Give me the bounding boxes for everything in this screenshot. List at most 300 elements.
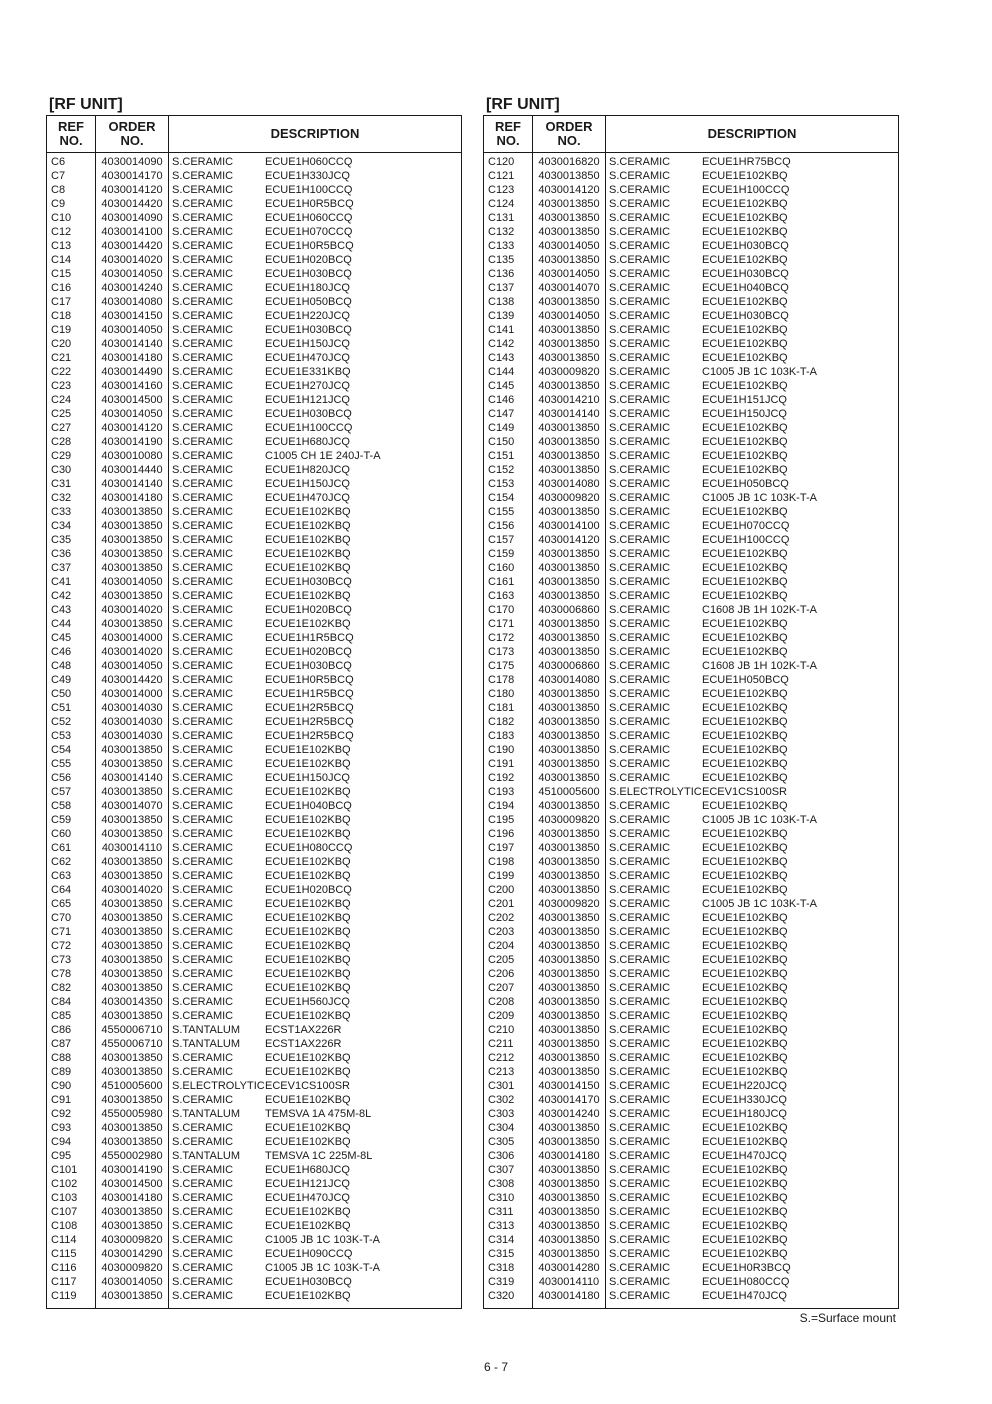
table-row: [47, 1093, 462, 1107]
part-type: S.CERAMIC: [609, 1164, 671, 1176]
order-no-cell: 4030013850: [96, 1135, 169, 1149]
part-number: ECUE1E102KBQ: [265, 982, 351, 994]
part-number: ECUE1E102KBQ: [265, 1206, 351, 1218]
part-type: S.CERAMIC: [172, 828, 234, 840]
description-cell: [606, 309, 899, 323]
order-no-cell: 4550002980: [96, 1149, 169, 1163]
part-number: ECUE1E102KBQ: [702, 996, 788, 1008]
description-cell: [606, 393, 899, 407]
description-cell: [169, 323, 462, 337]
description-cell: [606, 1093, 899, 1107]
order-no-cell: 4030013850: [533, 421, 606, 435]
description-cell: [169, 1009, 462, 1023]
ref-no-cell: C301: [484, 1079, 533, 1093]
part-number: ECUE1H020BCQ: [265, 646, 352, 658]
part-type: S.CERAMIC: [172, 282, 234, 294]
part-type: S.CERAMIC: [172, 772, 234, 784]
ref-no-cell: C137: [484, 281, 533, 295]
description-cell: [606, 939, 899, 953]
table-row: [484, 225, 899, 239]
ref-no-cell: C131: [484, 211, 533, 225]
table-row: [47, 169, 462, 183]
table-row: [484, 813, 899, 827]
part-number: C1608 JB 1H 102K-T-A: [702, 660, 817, 672]
order-no-cell: 4030014140: [533, 407, 606, 421]
part-type: S.CERAMIC: [172, 1066, 234, 1078]
order-no-cell: 4030013850: [96, 953, 169, 967]
order-no-cell: 4030013850: [533, 1247, 606, 1261]
ref-no-cell: C73: [47, 953, 96, 967]
description-cell: [606, 1009, 899, 1023]
description-cell: [169, 701, 462, 715]
table-row: [484, 253, 899, 267]
order-no-cell: 4030014180: [533, 1289, 606, 1309]
unit-title: [RF UNIT]: [486, 96, 560, 113]
ref-no-cell: C319: [484, 1275, 533, 1289]
part-type: S.CERAMIC: [172, 352, 234, 364]
ref-no-cell: C161: [484, 575, 533, 589]
part-number: ECUE1H150JCQ: [265, 478, 350, 490]
ref-no-cell: C146: [484, 393, 533, 407]
ref-no-cell: C71: [47, 925, 96, 939]
ref-no-cell: C154: [484, 491, 533, 505]
order-no-cell: 4030013850: [533, 757, 606, 771]
description-cell: [606, 211, 899, 225]
description-cell: [169, 1065, 462, 1079]
order-no-cell: 4030014190: [96, 435, 169, 449]
table-row: [484, 995, 899, 1009]
table-row: [484, 1107, 899, 1121]
part-number: ECUE1E102KBQ: [702, 618, 788, 630]
part-type: S.CERAMIC: [609, 310, 671, 322]
description-cell: [169, 897, 462, 911]
table-row: [484, 1247, 899, 1261]
description-cell: [606, 463, 899, 477]
table-row: [47, 799, 462, 813]
ref-no-cell: C150: [484, 435, 533, 449]
table-row: [484, 897, 899, 911]
part-number: ECUE1E102KBQ: [702, 576, 788, 588]
table-row: [484, 365, 899, 379]
description-cell: [169, 1093, 462, 1107]
part-number: ECUE1HR75BCQ: [702, 156, 791, 168]
table-row: [47, 239, 462, 253]
part-number: ECUE1H030BCQ: [265, 660, 352, 672]
part-number: ECUE1E102KBQ: [265, 548, 351, 560]
part-number: C1005 CH 1E 240J-T-A: [265, 450, 381, 462]
part-number: ECUE1E102KBQ: [702, 870, 788, 882]
table-row: [47, 519, 462, 533]
table-row: [47, 463, 462, 477]
part-type: S.CERAMIC: [609, 716, 671, 728]
order-no-cell: 4030013850: [533, 505, 606, 519]
description-cell: [169, 589, 462, 603]
ref-no-cell: C107: [47, 1205, 96, 1219]
description-cell: [606, 771, 899, 785]
order-no-cell: 4030013850: [96, 1051, 169, 1065]
order-no-cell: 4030014280: [533, 1261, 606, 1275]
part-type: S.CERAMIC: [609, 898, 671, 910]
table-row: [484, 1289, 899, 1309]
description-cell: [606, 673, 899, 687]
description-cell: [169, 1121, 462, 1135]
part-number: ECUE1H470JCQ: [702, 1290, 787, 1302]
part-type: S.CERAMIC: [609, 730, 671, 742]
part-number: ECUE1H150JCQ: [265, 772, 350, 784]
description-cell: [169, 407, 462, 421]
part-number: ECUE1E102KBQ: [265, 870, 351, 882]
description-cell: [606, 351, 899, 365]
order-no-cell: 4030013850: [533, 771, 606, 785]
table-row: [484, 659, 899, 673]
part-type: S.CERAMIC: [172, 870, 234, 882]
part-type: S.CERAMIC: [172, 240, 234, 252]
description-cell: [606, 631, 899, 645]
part-type: S.CERAMIC: [609, 408, 671, 420]
part-number: ECUE1H220JCQ: [702, 1080, 787, 1092]
part-number: ECUE1E102KBQ: [265, 618, 351, 630]
part-type: S.CERAMIC: [609, 1178, 671, 1190]
table-row: [484, 393, 899, 407]
description-cell: [169, 1247, 462, 1261]
part-type: S.CERAMIC: [172, 1094, 234, 1106]
description-cell: [606, 197, 899, 211]
part-type: S.CERAMIC: [172, 464, 234, 476]
order-no-cell: 4030014120: [96, 421, 169, 435]
part-number: ECUE1E102KBQ: [702, 954, 788, 966]
order-no-cell: 4030013850: [533, 225, 606, 239]
description-cell: [606, 1051, 899, 1065]
part-number: ECEV1CS100SR: [702, 786, 787, 798]
part-number: ECUE1H100CCQ: [265, 422, 353, 434]
part-number: ECUE1H2R5BCQ: [265, 702, 354, 714]
table-row: [484, 491, 899, 505]
table-row: [484, 673, 899, 687]
ref-no-cell: C116: [47, 1261, 96, 1275]
table-row: [484, 855, 899, 869]
order-no-cell: 4030014050: [96, 659, 169, 673]
order-no-cell: 4030013850: [533, 1205, 606, 1219]
part-number: ECUE1H030BCQ: [702, 268, 789, 280]
ref-no-cell: C302: [484, 1093, 533, 1107]
order-no-cell: 4030013850: [96, 897, 169, 911]
part-type: S.CERAMIC: [609, 1038, 671, 1050]
part-type: S.CERAMIC: [172, 450, 234, 462]
ref-no-cell: C55: [47, 757, 96, 771]
part-number: ECUE1E102KBQ: [265, 590, 351, 602]
table-row: [484, 1219, 899, 1233]
part-type: S.CERAMIC: [172, 646, 234, 658]
description-cell: [606, 1275, 899, 1289]
description-cell: [606, 1149, 899, 1163]
description-cell: [169, 953, 462, 967]
order-no-cell: 4030009820: [533, 365, 606, 379]
order-no-cell: 4030014070: [96, 799, 169, 813]
parts-table-body: [47, 153, 462, 1309]
part-number: ECUE1E102KBQ: [265, 786, 351, 798]
part-type: S.CERAMIC: [172, 548, 234, 560]
part-type: S.CERAMIC: [609, 478, 671, 490]
ref-no-cell: C61: [47, 841, 96, 855]
part-type: S.CERAMIC: [172, 534, 234, 546]
table-row: [484, 183, 899, 197]
table-row: [47, 785, 462, 799]
order-no-cell: 4030014110: [533, 1275, 606, 1289]
ref-no-cell: C198: [484, 855, 533, 869]
part-number: ECUE1E102KBQ: [265, 968, 351, 980]
table-row: [47, 1205, 462, 1219]
description-cell: [606, 841, 899, 855]
page-number: 6 - 7: [483, 1360, 508, 1374]
part-type: S.CERAMIC: [609, 1262, 671, 1274]
ref-no-cell: C181: [484, 701, 533, 715]
part-number: ECUE1E102KBQ: [702, 744, 788, 756]
table-header-row: [47, 116, 462, 153]
order-no-cell: 4030009820: [96, 1233, 169, 1247]
part-type: S.CERAMIC: [172, 156, 234, 168]
description-cell: [169, 785, 462, 799]
description-cell: [606, 1247, 899, 1261]
ref-no-cell: C44: [47, 617, 96, 631]
part-number: ECUE1E102KBQ: [702, 1178, 788, 1190]
part-number: C1005 JB 1C 103K-T-A: [265, 1234, 380, 1246]
part-type: S.CERAMIC: [609, 1122, 671, 1134]
part-type: S.CERAMIC: [609, 912, 671, 924]
order-no-cell: 4030014140: [96, 337, 169, 351]
description-cell: [169, 603, 462, 617]
part-number: C1005 JB 1C 103K-T-A: [702, 366, 817, 378]
table-row: [47, 743, 462, 757]
ref-no-cell: C94: [47, 1135, 96, 1149]
order-no-cell: 4030013850: [96, 533, 169, 547]
description-cell: [169, 309, 462, 323]
part-number: ECUE1H100CCQ: [265, 184, 353, 196]
table-row: [484, 617, 899, 631]
order-no-cell: 4030014500: [96, 393, 169, 407]
table-row: [47, 827, 462, 841]
ref-no-cell: C120: [484, 153, 533, 170]
order-no-cell: 4030013850: [533, 211, 606, 225]
table-row: [484, 827, 899, 841]
part-number: ECUE1E102KBQ: [702, 758, 788, 770]
description-cell: [169, 1163, 462, 1177]
ref-no-cell: C46: [47, 645, 96, 659]
order-no-cell: 4030013850: [533, 981, 606, 995]
order-no-cell: 4030014210: [533, 393, 606, 407]
table-row: [484, 1233, 899, 1247]
ref-no-cell: C213: [484, 1065, 533, 1079]
order-no-cell: 4030013850: [533, 1121, 606, 1135]
part-number: ECUE1H070CCQ: [702, 520, 790, 532]
ref-no-cell: C53: [47, 729, 96, 743]
table-row: [47, 659, 462, 673]
order-no-cell: 4030009820: [533, 491, 606, 505]
table-row: [47, 967, 462, 981]
part-type: S.CERAMIC: [172, 632, 234, 644]
ref-no-cell: C136: [484, 267, 533, 281]
part-type: S.CERAMIC: [172, 1010, 234, 1022]
order-no-cell: 4030014070: [533, 281, 606, 295]
table-row: [484, 267, 899, 281]
order-no-cell: 4030014110: [96, 841, 169, 855]
part-type: S.CERAMIC: [609, 170, 671, 182]
ref-no-cell: C22: [47, 365, 96, 379]
part-number: ECUE1H040BCQ: [702, 282, 789, 294]
part-number: ECEV1CS100SR: [265, 1080, 350, 1092]
part-number: ECUE1H100CCQ: [702, 534, 790, 546]
ref-no-cell: C203: [484, 925, 533, 939]
ref-no-cell: C101: [47, 1163, 96, 1177]
table-row: [484, 1177, 899, 1191]
order-no-cell: 4030014490: [96, 365, 169, 379]
part-type: S.CERAMIC: [172, 492, 234, 504]
table-row: [484, 1009, 899, 1023]
ref-no-cell: C21: [47, 351, 96, 365]
description-cell: [169, 575, 462, 589]
table-row: [484, 785, 899, 799]
order-no-cell: 4030013850: [533, 1065, 606, 1079]
ref-no-cell: C34: [47, 519, 96, 533]
ref-no-cell: C95: [47, 1149, 96, 1163]
part-type: S.TANTALUM: [172, 1024, 241, 1036]
part-number: ECUE1E102KBQ: [702, 688, 788, 700]
table-row: [47, 911, 462, 925]
table-row: [484, 281, 899, 295]
part-number: ECUE1E102KBQ: [702, 422, 788, 434]
description-cell: [606, 869, 899, 883]
table-row: [484, 519, 899, 533]
description-cell: [169, 841, 462, 855]
part-type: S.CERAMIC: [609, 702, 671, 714]
description-cell: [169, 827, 462, 841]
part-type: S.CERAMIC: [172, 1122, 234, 1134]
description-cell: [169, 1191, 462, 1205]
part-number: ECUE1E102KBQ: [265, 940, 351, 952]
order-no-cell: 4030014240: [96, 281, 169, 295]
part-type: S.CERAMIC: [609, 674, 671, 686]
part-type: S.CERAMIC: [172, 170, 234, 182]
part-type: S.CERAMIC: [609, 1024, 671, 1036]
ref-no-cell: C88: [47, 1051, 96, 1065]
description-cell: [606, 813, 899, 827]
part-number: ECUE1E102KBQ: [265, 744, 351, 756]
part-number: ECUE1E102KBQ: [702, 646, 788, 658]
part-number: ECUE1H020BCQ: [265, 884, 352, 896]
description-cell: [606, 1205, 899, 1219]
ref-no-cell: C133: [484, 239, 533, 253]
table-row: [484, 1079, 899, 1093]
part-type: S.CERAMIC: [609, 338, 671, 350]
part-type: S.CERAMIC: [172, 758, 234, 770]
ref-no-cell: C48: [47, 659, 96, 673]
order-no-cell: 4510005600: [96, 1079, 169, 1093]
order-no-cell: 4550006710: [96, 1037, 169, 1051]
ref-no-cell: C117: [47, 1275, 96, 1289]
order-no-cell: 4030013850: [533, 463, 606, 477]
part-type: S.ELECTROLYTIC: [609, 786, 702, 798]
part-number: C1005 JB 1C 103K-T-A: [702, 492, 817, 504]
description-cell: [169, 813, 462, 827]
part-type: S.CERAMIC: [609, 562, 671, 574]
description-cell: [606, 561, 899, 575]
part-type: S.CERAMIC: [609, 198, 671, 210]
ref-no-cell: C206: [484, 967, 533, 981]
rf-unit-left: [46, 95, 462, 1309]
description-cell: [606, 687, 899, 701]
order-no-cell: 4030014160: [96, 379, 169, 393]
ref-no-cell: C138: [484, 295, 533, 309]
order-no-cell: 4030013850: [533, 799, 606, 813]
part-number: ECUE1H330JCQ: [265, 170, 350, 182]
order-no-cell: 4030013850: [96, 981, 169, 995]
ref-no-cell: C132: [484, 225, 533, 239]
ref-no-cell: C200: [484, 883, 533, 897]
order-no-cell: 4030013850: [533, 1009, 606, 1023]
description-cell: [606, 589, 899, 603]
order-no-cell: 4030013850: [533, 1163, 606, 1177]
description-cell: [169, 715, 462, 729]
order-no-cell: 4030013850: [533, 995, 606, 1009]
part-number: ECUE1E102KBQ: [702, 1192, 788, 1204]
description-cell: [606, 883, 899, 897]
table-row: [484, 1275, 899, 1289]
part-type: S.CERAMIC: [609, 590, 671, 602]
description-cell: [606, 421, 899, 435]
part-type: S.CERAMIC: [172, 296, 234, 308]
table-row: [484, 645, 899, 659]
table-row: [47, 701, 462, 715]
part-type: S.CERAMIC: [609, 450, 671, 462]
order-no-cell: 4030013850: [96, 505, 169, 519]
table-row: [47, 589, 462, 603]
order-no-cell: 4030014150: [533, 1079, 606, 1093]
table-row: [47, 673, 462, 687]
table-row: [47, 617, 462, 631]
ref-no-cell: C190: [484, 743, 533, 757]
description-cell: [606, 715, 899, 729]
description-cell: [606, 477, 899, 491]
table-row: [47, 1135, 462, 1149]
ref-no-cell: C170: [484, 603, 533, 617]
ref-no-cell: C89: [47, 1065, 96, 1079]
ref-no-cell: C37: [47, 561, 96, 575]
part-number: ECUE1H680JCQ: [265, 1164, 350, 1176]
part-number: ECUE1H020BCQ: [265, 604, 352, 616]
table-row: [47, 449, 462, 463]
part-type: S.CERAMIC: [609, 548, 671, 560]
part-type: S.CERAMIC: [172, 1192, 234, 1204]
part-type: S.CERAMIC: [609, 604, 671, 616]
order-no-cell: 4030014050: [96, 575, 169, 589]
part-type: S.CERAMIC: [172, 1290, 234, 1302]
table-row: [47, 1275, 462, 1289]
table-row: [47, 1009, 462, 1023]
part-type: S.CERAMIC: [172, 940, 234, 952]
part-number: ECUE1H060CCQ: [265, 212, 353, 224]
table-row: [484, 953, 899, 967]
ref-no-cell: C65: [47, 897, 96, 911]
part-type: S.CERAMIC: [172, 212, 234, 224]
order-no-cell: 4030013850: [533, 449, 606, 463]
order-no-cell: 4030014030: [96, 729, 169, 743]
ref-no-cell: C152: [484, 463, 533, 477]
part-number: ECUE1E102KBQ: [702, 884, 788, 896]
part-number: ECUE1E102KBQ: [265, 926, 351, 938]
description-cell: [169, 645, 462, 659]
table-row: [47, 645, 462, 659]
description-cell: [169, 1289, 462, 1309]
table-row: [484, 939, 899, 953]
